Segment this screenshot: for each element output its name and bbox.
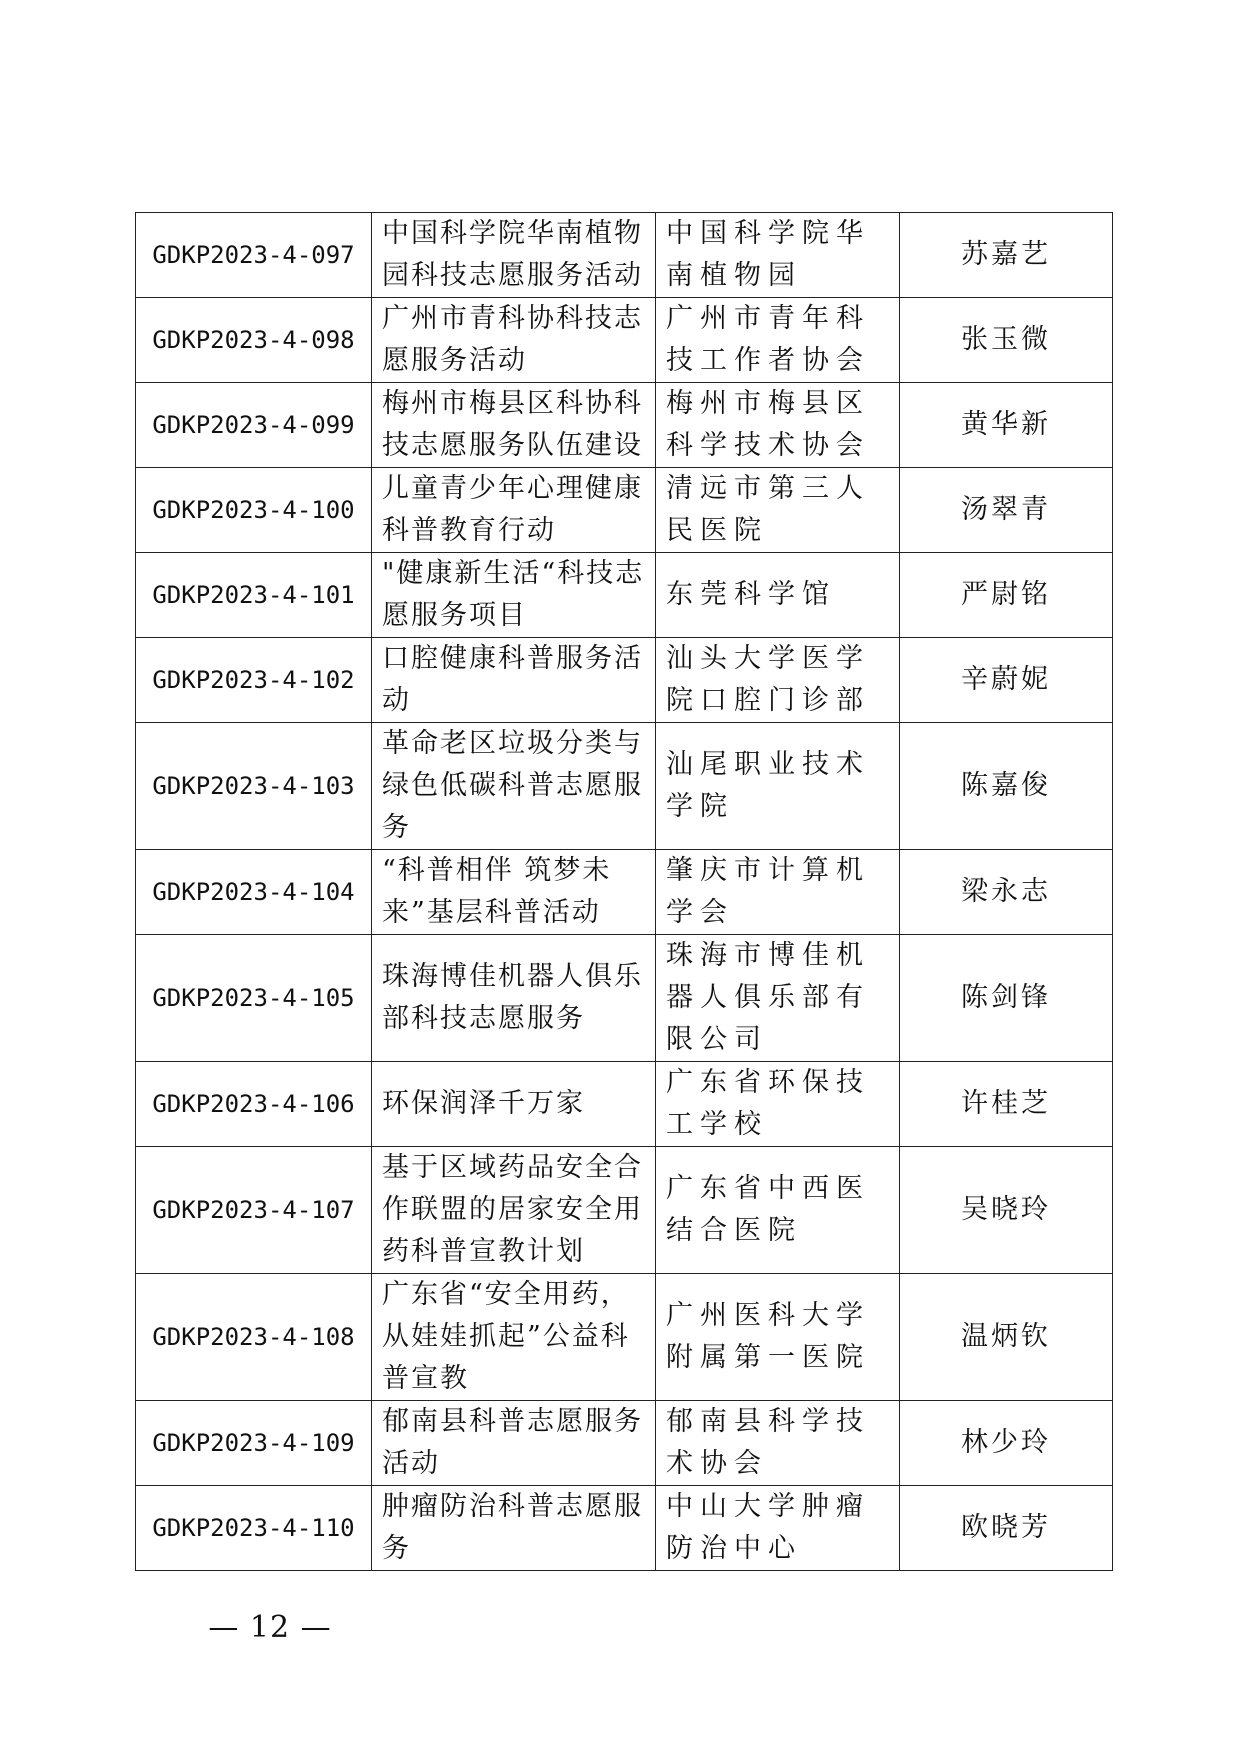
table-row [136, 383, 1113, 468]
organization: 梅州市梅县区科学技术协会 [656, 383, 900, 468]
project-title: 儿童青少年心理健康科普教育行动 [372, 468, 656, 553]
contact-person: 黄华新 [900, 383, 1113, 468]
project-title: 环保润泽千万家 [372, 1062, 656, 1147]
contact-person: 欧晓芳 [900, 1486, 1113, 1571]
table-row [136, 553, 1113, 638]
project-code: GDKP2023-4-104 [136, 850, 372, 935]
organization: 广东省中西医结合医院 [656, 1147, 900, 1274]
contact-person: 张玉微 [900, 298, 1113, 383]
table-row [136, 1401, 1113, 1486]
project-title: 肿瘤防治科普志愿服务 [372, 1486, 656, 1571]
contact-person: 陈剑锋 [900, 935, 1113, 1062]
table-row [136, 1486, 1113, 1571]
organization: 中山大学肿瘤防治中心 [656, 1486, 900, 1571]
page-number: — 12 — [208, 1610, 332, 1645]
project-table [135, 212, 1113, 1571]
contact-person: 温炳钦 [900, 1274, 1113, 1401]
organization: 肇庆市计算机学会 [656, 850, 900, 935]
organization: 东莞科学馆 [656, 553, 900, 638]
table-row [136, 298, 1113, 383]
project-title: 基于区域药品安全合作联盟的居家安全用药科普宣教计划 [372, 1147, 656, 1274]
project-code: GDKP2023-4-098 [136, 298, 372, 383]
contact-person: 许桂芝 [900, 1062, 1113, 1147]
organization: 广州医科大学附属第一医院 [656, 1274, 900, 1401]
contact-person: 陈嘉俊 [900, 723, 1113, 850]
contact-person: 林少玲 [900, 1401, 1113, 1486]
project-code: GDKP2023-4-102 [136, 638, 372, 723]
contact-person: 吴晓玲 [900, 1147, 1113, 1274]
project-code: GDKP2023-4-110 [136, 1486, 372, 1571]
contact-person: 辛蔚妮 [900, 638, 1113, 723]
organization: 清远市第三人民医院 [656, 468, 900, 553]
project-title: "健康新生活“科技志愿服务项目 [372, 553, 656, 638]
table-row [136, 638, 1113, 723]
table-row [136, 1147, 1113, 1274]
project-title: 珠海博佳机器人俱乐部科技志愿服务 [372, 935, 656, 1062]
contact-person: 汤翠青 [900, 468, 1113, 553]
organization: 珠海市博佳机器人俱乐部有限公司 [656, 935, 900, 1062]
project-code: GDKP2023-4-097 [136, 213, 372, 298]
organization: 汕尾职业技术学院 [656, 723, 900, 850]
contact-person: 严尉铭 [900, 553, 1113, 638]
table-row [136, 723, 1113, 850]
project-title: 广东省“安全用药，从娃娃抓起”公益科普宣教 [372, 1274, 656, 1401]
contact-person: 苏嘉艺 [900, 213, 1113, 298]
organization: 广州市青年科技工作者协会 [656, 298, 900, 383]
project-code: GDKP2023-4-106 [136, 1062, 372, 1147]
table-row [136, 935, 1113, 1062]
project-code: GDKP2023-4-109 [136, 1401, 372, 1486]
project-code: GDKP2023-4-105 [136, 935, 372, 1062]
project-title: 郁南县科普志愿服务活动 [372, 1401, 656, 1486]
organization: 郁南县科学技术协会 [656, 1401, 900, 1486]
project-title: 梅州市梅县区科协科技志愿服务队伍建设 [372, 383, 656, 468]
table-row [136, 850, 1113, 935]
project-code: GDKP2023-4-103 [136, 723, 372, 850]
table-row [136, 1062, 1113, 1147]
table-row [136, 213, 1113, 298]
project-code: GDKP2023-4-101 [136, 553, 372, 638]
table-row [136, 1274, 1113, 1401]
project-title: 口腔健康科普服务活动 [372, 638, 656, 723]
project-code: GDKP2023-4-099 [136, 383, 372, 468]
organization: 中国科学院华南植物园 [656, 213, 900, 298]
table-row [136, 468, 1113, 553]
organization: 广东省环保技工学校 [656, 1062, 900, 1147]
project-code: GDKP2023-4-100 [136, 468, 372, 553]
organization: 汕头大学医学院口腔门诊部 [656, 638, 900, 723]
project-title: 广州市青科协科技志愿服务活动 [372, 298, 656, 383]
project-title: 革命老区垃圾分类与绿色低碳科普志愿服务 [372, 723, 656, 850]
contact-person: 梁永志 [900, 850, 1113, 935]
project-code: GDKP2023-4-108 [136, 1274, 372, 1401]
project-title: 中国科学院华南植物园科技志愿服务活动 [372, 213, 656, 298]
project-title: “科普相伴 筑梦未来”基层科普活动 [372, 850, 656, 935]
project-code: GDKP2023-4-107 [136, 1147, 372, 1274]
